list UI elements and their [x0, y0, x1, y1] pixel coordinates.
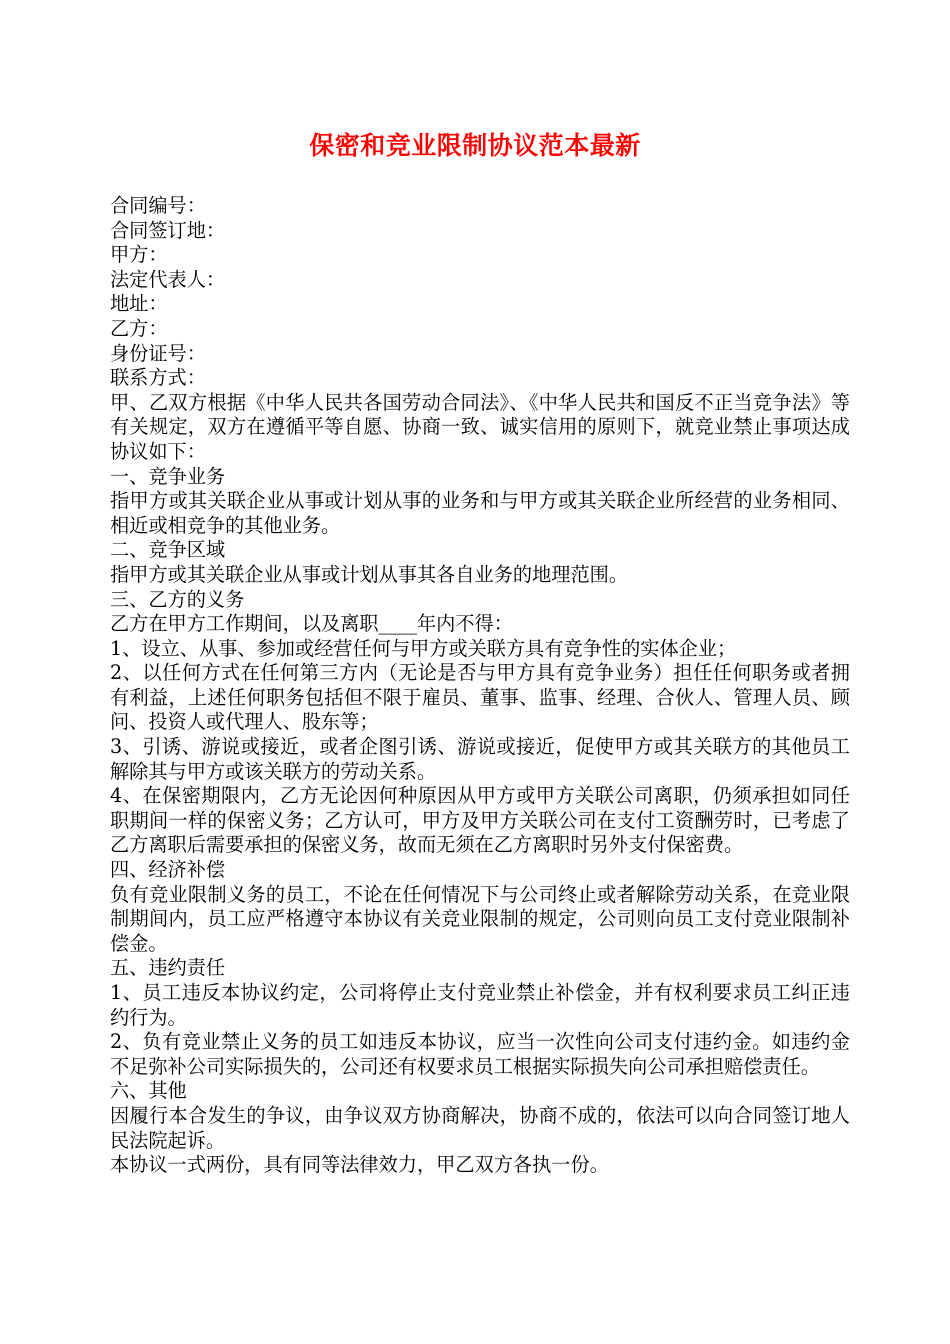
section-heading: 三、乙方的义务 — [110, 587, 245, 611]
section-heading: 一、竞争业务 — [110, 464, 226, 488]
document-title: 保密和竞业限制协议范本最新 — [309, 131, 641, 160]
section-heading: 四、经济补偿 — [110, 858, 226, 882]
body-paragraph: 本协议一式两份，具有同等法律效力，甲乙双方各执一份。 — [110, 1153, 609, 1177]
body-paragraph: 指甲方或其关联企业从事或计划从事的业务和与甲方或其关联企业所经营的业务相同、相近或相竞争的其他业务。 — [110, 489, 850, 537]
section-heading: 五、违约责任 — [110, 956, 226, 980]
document-body — [110, 194, 850, 1178]
party-a-field: 甲方： — [110, 243, 168, 267]
list-item: 2、负有竞业禁止义务的员工如违反本协议，应当一次性向公司支付违约金。如违约金不足弥补公司实际损失的，公司还有权要求员工根据实际损失向公司承担赔偿责任。 — [110, 1030, 850, 1078]
signing-place-field: 合同签订地： — [110, 218, 226, 242]
legal-representative-field: 法定代表人： — [110, 267, 226, 291]
list-item: 1、设立、从事、参加或经营任何与甲方或关联方具有竞争性的实体企业； — [110, 636, 737, 660]
address-field: 地址： — [110, 292, 168, 316]
section-heading: 六、其他 — [110, 1079, 187, 1103]
body-paragraph: 乙方在甲方工作期间，以及离职____年内不得： — [110, 612, 513, 636]
contract-number-field: 合同编号： — [110, 194, 206, 217]
contact-field: 联系方式： — [110, 366, 206, 390]
list-item: 4、在保密期限内，乙方无论因何种原因从甲方或甲方关联公司离职，仍须承担如同任职期间一样的保密义务；乙方认可，甲方及甲方关联公司在支付工资酬劳时，已考虑了乙方离职后需要承担的保密义务，故而无须在乙方离职时另外支付保密费。 — [110, 784, 850, 857]
body-paragraph: 指甲方或其关联企业从事或计划从事其各自业务的地理范围。 — [110, 562, 629, 586]
list-item: 3、引诱、游说或接近，或者企图引诱、游说或接近，促使甲方或其关联方的其他员工解除其与甲方或该关联方的劳动关系。 — [110, 735, 850, 783]
list-item: 1、员工违反本协议约定，公司将停止支付竞业禁止补偿金，并有权利要求员工纠正违约行为。 — [110, 981, 850, 1029]
id-number-field: 身份证号： — [110, 341, 206, 365]
section-heading: 二、竞争区域 — [110, 538, 226, 562]
body-paragraph: 因履行本合发生的争议，由争议双方协商解决，协商不成的，依法可以向合同签订地人民法院起诉。 — [110, 1103, 850, 1152]
body-paragraph: 负有竞业限制义务的员工，不论在任何情况下与公司终止或者解除劳动关系，在竞业限制期间内，员工应严格遵守本协议有关竞业限制的规定，公司则向员工支付竞业限制补偿金。 — [110, 882, 850, 955]
list-item: 2、以任何方式在任何第三方内（无论是否与甲方具有竞争业务）担任任何职务或者拥有利益，上述任何职务包括但不限于雇员、董事、监事、经理、合伙人、管理人员、顾问、投资人或代理人、股东等； — [110, 661, 850, 734]
preamble-paragraph: 甲、乙双方根据《中华人民共各国劳动合同法》、《中华人民共和国反不正当竞争法》等有关规定，双方在遵循平等自愿、协商一致、诚实信用的原则下，就竞业禁止事项达成协议如下： — [110, 390, 850, 463]
party-b-field: 乙方： — [110, 316, 168, 340]
